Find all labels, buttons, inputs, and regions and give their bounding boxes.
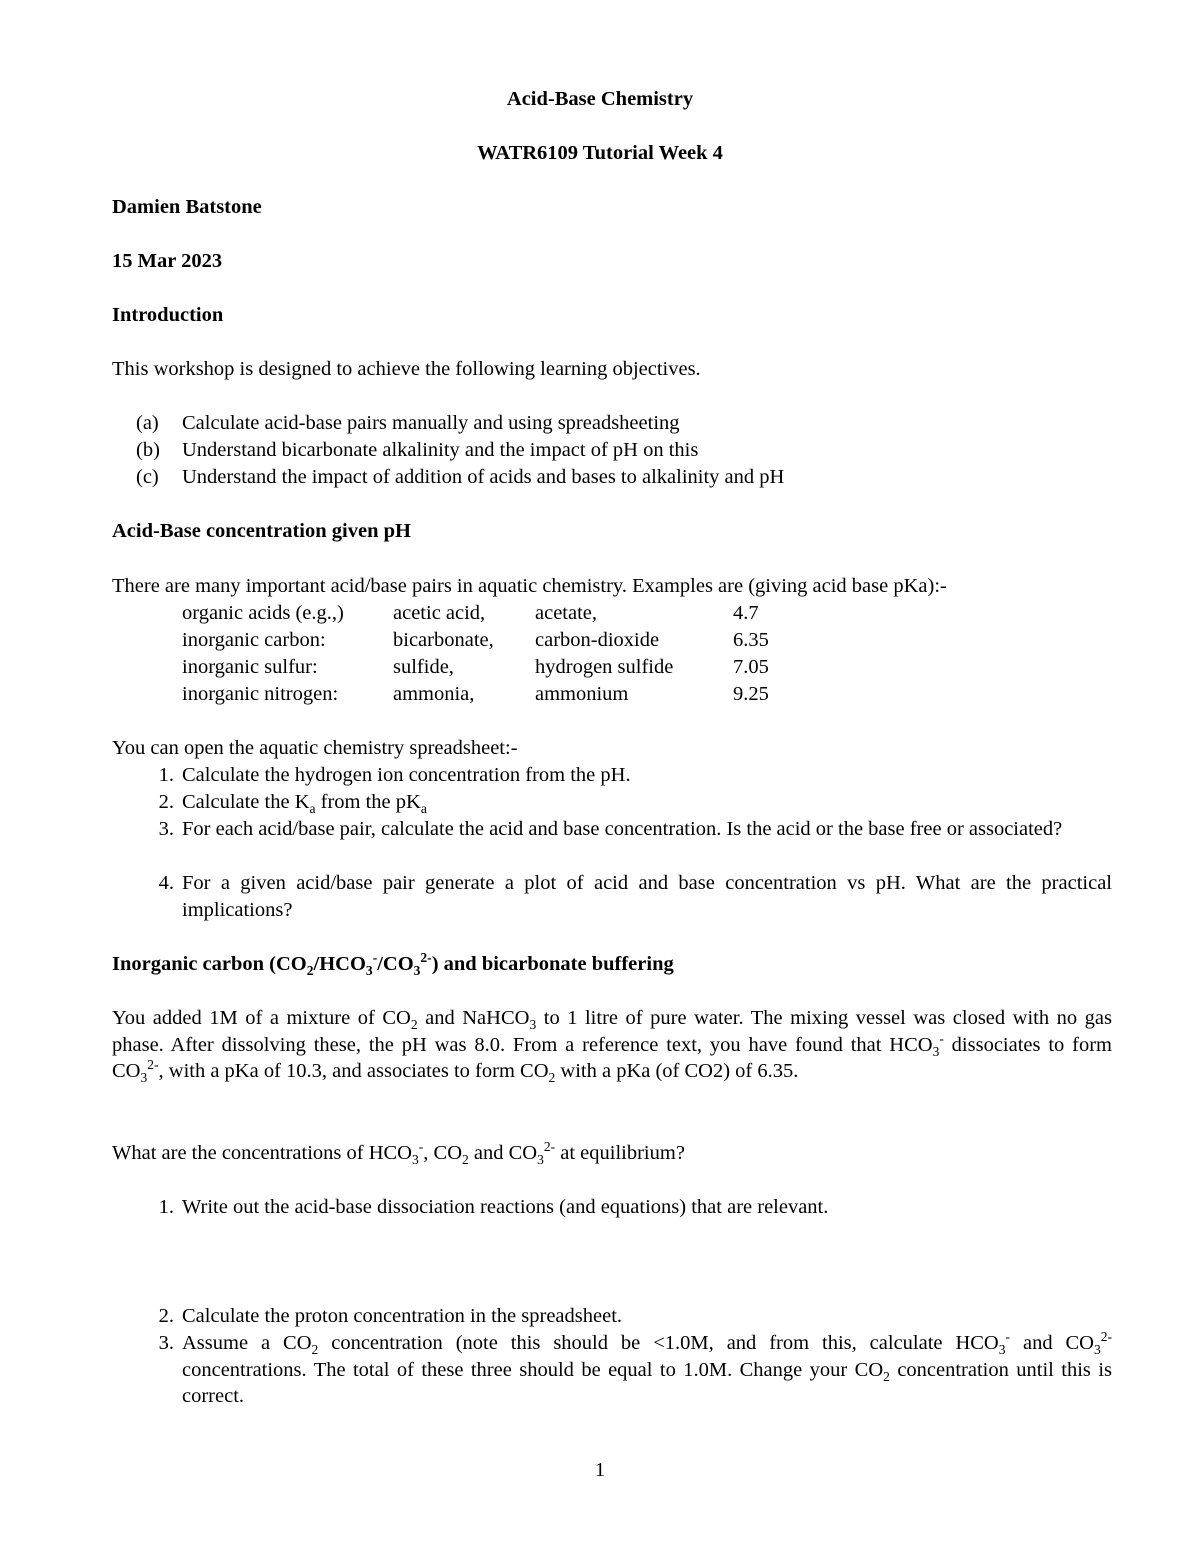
list-text: Write out the acid-base dissociation reactions (and equations) that are relevant. (182, 1196, 829, 1218)
table-cell: acetate, (535, 602, 598, 624)
objective-text: Calculate acid-base pairs manually and using spreadsheeting (182, 412, 680, 434)
list-number: 2. (158, 1305, 174, 1327)
list-number: 2. (158, 791, 174, 813)
objective-marker: (c) (136, 466, 159, 488)
table-cell: 4.7 (733, 602, 759, 624)
introduction-heading: Introduction (112, 304, 224, 326)
table-cell: inorganic nitrogen: (182, 683, 339, 705)
mixture-paragraph: You added 1M of a mixture of $CO_2$ and NaHCO$_3$ to 1 litre of pure water. The mixing vessel was closed with no gas phase. After dissolving these, the pH was 8.0. From a reference text, you have found that $HCO_3^-$ dissociates to form $CO_3^{2-}$, with a pKa of 10.3, and associates to form $CO_2$ with a pKa (of CO2) of 6.35. (112, 1007, 1112, 1086)
list-text: Calculate the hydrogen ion concentration from the pH. (182, 764, 631, 786)
list-number: 3. (158, 818, 174, 840)
table-cell: inorganic carbon: (182, 629, 326, 651)
objective-item (0, 464, 1200, 491)
objective-text: Understand bicarbonate alkalinity and the impact of pH on this (182, 439, 699, 461)
acid-base-lead: There are many important acid/base pairs in aquatic chemistry. Examples are (giving acid base pKa):- (112, 575, 947, 597)
list-text: Assume a $CO_2$ concentration (note this should be <1.0M, and from this, calculate $HCO_3^-$ and $CO_3^{2-}$ concentrations. The total of these three should be equal to 1.0M. Change your $CO_2$ concentration until this is correct. (182, 1329, 1113, 1408)
acid-base-table-row (0, 600, 1200, 627)
table-cell: inorganic sulfur: (182, 656, 318, 678)
document-title: Acid-Base Chemistry (506, 88, 694, 110)
table-cell: 9.25 (733, 683, 769, 705)
acid-base-table-row (0, 627, 1200, 654)
author: Damien Batstone (112, 196, 262, 218)
page-number: 1 (594, 1459, 606, 1481)
acid-base-table-row (0, 654, 1200, 681)
spreadsheet-lead: You can open the aquatic chemistry spreadsheet:- (112, 737, 518, 759)
date: 15 Mar 2023 (112, 250, 223, 272)
list-number: 1. (158, 764, 174, 786)
table-cell: 7.05 (733, 656, 769, 678)
table-cell: ammonium (535, 683, 629, 705)
objective-text: Understand the impact of addition of acids and bases to alkalinity and pH (182, 466, 785, 488)
course-title: WATR6109 Tutorial Week 4 (477, 142, 723, 164)
list-number: 1. (158, 1196, 174, 1218)
table-cell: organic acids (e.g.,) (182, 602, 344, 624)
objective-item (0, 410, 1200, 437)
table-cell: hydrogen sulfide (535, 656, 674, 678)
acid-base-heading: Acid-Base concentration given pH (112, 520, 411, 542)
table-cell: 6.35 (733, 629, 769, 651)
table-cell: carbon-dioxide (535, 629, 660, 651)
inorganic-carbon-heading: Inorganic carbon $(CO_2/HCO_3^-/CO_3^{2-})$ and bicarbonate buffering (112, 950, 674, 979)
list-text: For a given acid/base pair generate a plot of acid and base concentration vs pH. What are the practical implications? (182, 872, 1112, 921)
introduction-lead: This workshop is designed to achieve the following learning objectives. (112, 358, 701, 380)
table-cell: ammonia, (393, 683, 475, 705)
list-text: For each acid/base pair, calculate the acid and base concentration. Is the acid or the base free or associated? (182, 818, 1063, 840)
table-cell: bicarbonate, (393, 629, 494, 651)
list-number: 3. (158, 1332, 174, 1354)
table-cell: sulfide, (393, 656, 454, 678)
table-cell: acetic acid, (393, 602, 486, 624)
list-text: Calculate the proton concentration in the spreadsheet. (182, 1305, 623, 1327)
objective-item (0, 437, 1200, 464)
list-number: 4. (158, 872, 174, 894)
objective-marker: (b) (136, 439, 160, 461)
equilibrium-question: What are the concentrations of $HCO_3^-$, $CO_2$ and $CO_3^{2-}$ at equilibrium? (112, 1139, 685, 1168)
list-text: Calculate the $K_a$ from the $pK_a$ (182, 791, 427, 817)
objective-marker: (a) (136, 412, 159, 434)
acid-base-table-row (0, 681, 1200, 708)
